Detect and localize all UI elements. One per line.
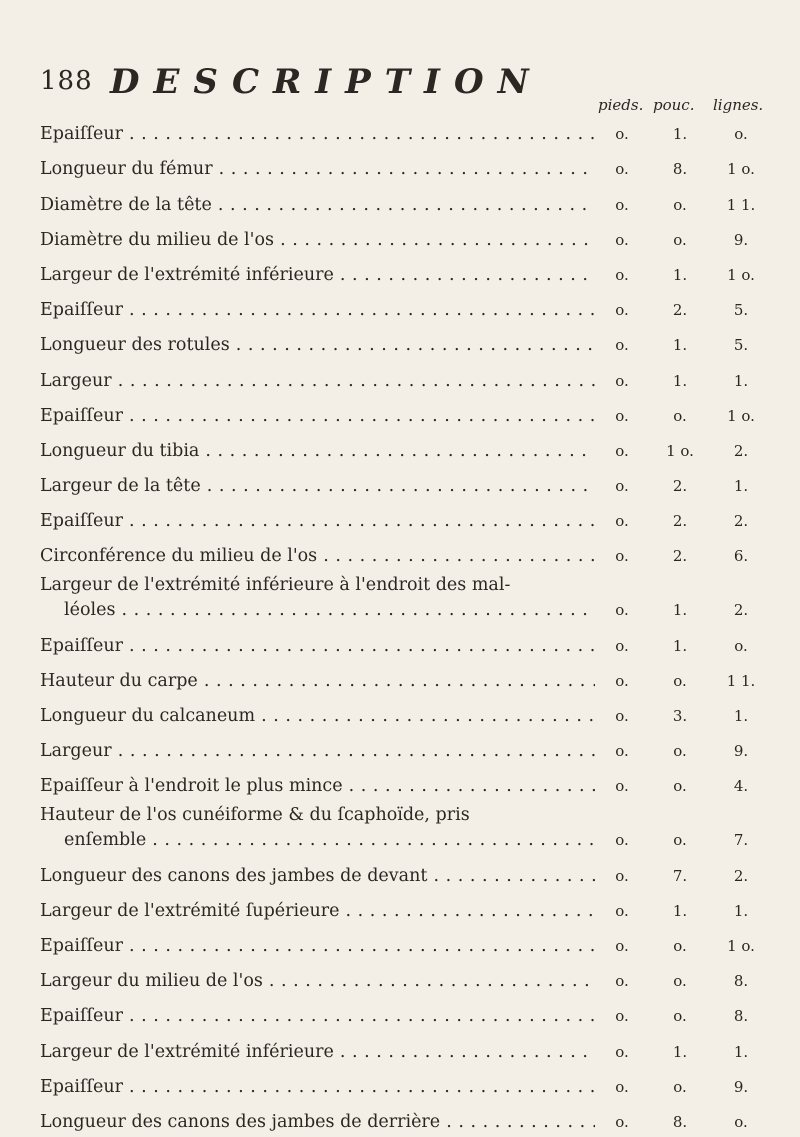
table-row xyxy=(40,290,760,325)
row-label: Epaiſſeur . . . xyxy=(40,295,595,325)
value-pouc: 2. xyxy=(672,547,688,566)
value-lignes: 5. xyxy=(733,336,749,355)
value-lignes: 9. xyxy=(733,230,749,249)
value-pouc: 8. xyxy=(672,1112,688,1131)
row-label: Hauteur de l'os cunéiforme & du ſcaphoïde, pris xyxy=(40,805,470,826)
table-row xyxy=(40,766,760,801)
value-pouc: o. xyxy=(673,406,687,425)
value-lignes: 1. xyxy=(733,1042,749,1061)
value-lignes: 1. xyxy=(733,371,749,390)
row-label: Epaiſſeur . . . xyxy=(40,631,595,661)
table-row xyxy=(40,536,760,571)
table-row xyxy=(40,431,760,466)
column-header-pieds: pieds. xyxy=(598,96,644,114)
row-label: Epaiſſeur . . . xyxy=(40,401,595,431)
value-pieds: o. xyxy=(615,265,629,284)
row-label: Largeur du milieu de l'os . . . xyxy=(40,966,595,996)
value-pieds: o. xyxy=(615,1042,629,1061)
table-row xyxy=(40,220,760,255)
table-row xyxy=(40,1031,760,1066)
table-row xyxy=(40,255,760,290)
page-number: 188 xyxy=(40,66,93,96)
measurement-table xyxy=(40,114,760,1137)
value-lignes: 1 o. xyxy=(727,265,755,284)
value-pouc: o. xyxy=(673,936,687,955)
value-pieds: o. xyxy=(615,831,629,850)
value-lignes: 1 o. xyxy=(727,406,755,425)
table-row xyxy=(40,996,760,1031)
row-label: Epaiſſeur . . . xyxy=(40,931,595,961)
value-pieds: o. xyxy=(615,512,629,531)
row-label: Longueur du calcaneum . . . xyxy=(40,701,595,731)
table-row xyxy=(40,360,760,395)
value-pouc: o. xyxy=(673,195,687,214)
value-lignes: 1. xyxy=(733,707,749,725)
row-label: Longueur des canons des jambes de devant . . . xyxy=(40,861,595,891)
table-row xyxy=(40,571,760,625)
table-row xyxy=(40,114,760,149)
row-label-continuation: enſemble . . . xyxy=(64,825,595,855)
value-pieds: o. xyxy=(615,230,629,249)
table-row xyxy=(40,891,760,926)
table-row xyxy=(40,1102,760,1137)
value-pieds: o. xyxy=(615,636,629,655)
row-label: Largeur . . . xyxy=(40,736,595,766)
value-pieds: o. xyxy=(615,301,629,320)
value-pieds: o. xyxy=(615,866,629,885)
value-pieds: o. xyxy=(615,901,629,920)
value-pouc: 1 o. xyxy=(666,441,694,460)
value-lignes: 2. xyxy=(733,441,749,460)
column-header-pouc: pouc. xyxy=(653,96,695,114)
value-pieds: o. xyxy=(615,547,629,566)
row-label: Largeur . . . xyxy=(40,366,595,396)
value-pouc: 1. xyxy=(672,636,688,655)
value-pouc: 2. xyxy=(672,301,688,320)
value-pouc: 1. xyxy=(672,601,688,620)
value-lignes: 2. xyxy=(733,866,749,885)
value-pouc: o. xyxy=(673,972,687,991)
value-lignes: 1 o. xyxy=(727,160,755,179)
value-pieds: o. xyxy=(615,160,629,179)
value-lignes: 6. xyxy=(733,547,749,566)
value-lignes: 1 1. xyxy=(726,671,756,690)
value-lignes: 2. xyxy=(733,512,749,531)
row-label: Epaiſſeur . . . xyxy=(40,506,595,536)
value-pieds: o. xyxy=(615,972,629,991)
row-label: Circonférence du milieu de l'os . . . xyxy=(40,541,595,571)
value-pieds: o. xyxy=(615,1007,629,1026)
row-label: Largeur de l'extrémité inférieure à l'endroit des mal- xyxy=(40,575,511,596)
value-pouc: 1. xyxy=(672,125,688,144)
value-pouc: 8. xyxy=(672,160,688,179)
value-lignes: 9. xyxy=(733,1077,749,1096)
row-label: Diamètre de la tête . . . xyxy=(40,190,595,220)
row-label: Largeur de l'extrémité inférieure . . . xyxy=(40,260,595,290)
value-pouc: o. xyxy=(673,831,687,850)
value-pouc: 1. xyxy=(672,901,688,920)
row-label: Epaiſſeur . . . xyxy=(40,1001,595,1031)
value-pieds: o. xyxy=(615,406,629,425)
running-title: DESCRIPTION xyxy=(110,62,543,102)
value-pieds: o. xyxy=(615,936,629,955)
column-header-lignes: lignes. xyxy=(713,96,764,114)
value-lignes: 1 o. xyxy=(727,936,755,955)
value-pieds: o. xyxy=(615,707,629,725)
row-label: Longueur du fémur . . . xyxy=(40,154,595,184)
value-pieds: o. xyxy=(615,671,629,690)
row-label: Epaiſſeur . . . xyxy=(40,119,595,149)
value-pouc: o. xyxy=(673,1007,687,1026)
table-row xyxy=(40,325,760,360)
value-lignes: 8. xyxy=(733,1007,749,1026)
table-row xyxy=(40,926,760,961)
table-row xyxy=(40,731,760,766)
value-pouc: o. xyxy=(673,1077,687,1096)
row-label: Diamètre du milieu de l'os . . . xyxy=(40,225,595,255)
value-pieds: o. xyxy=(615,195,629,214)
table-row xyxy=(40,625,760,660)
table-row xyxy=(40,466,760,501)
value-pieds: o. xyxy=(615,1112,629,1131)
table-row xyxy=(40,961,760,996)
value-pouc: 1. xyxy=(672,1042,688,1061)
row-label: Hauteur du carpe . . . xyxy=(40,666,595,696)
row-label: Longueur du tibia . . . xyxy=(40,436,595,466)
row-label: Longueur des canons des jambes de derrière . . . xyxy=(40,1107,595,1137)
row-label: Largeur de l'extrémité ſupérieure . . . xyxy=(40,896,595,926)
value-lignes: o. xyxy=(734,1112,748,1131)
value-pieds: o. xyxy=(615,477,629,496)
value-pieds: o. xyxy=(615,371,629,390)
value-pieds: o. xyxy=(615,1077,629,1096)
value-lignes: o. xyxy=(734,636,748,655)
value-lignes: 9. xyxy=(733,742,749,761)
table-row xyxy=(40,801,760,855)
value-pieds: o. xyxy=(615,777,629,796)
value-lignes: 7. xyxy=(733,831,749,850)
value-lignes: 2. xyxy=(733,601,749,620)
value-pieds: o. xyxy=(615,742,629,761)
value-pouc: 1. xyxy=(672,371,688,390)
row-label: Longueur des rotules . . . xyxy=(40,330,595,360)
value-pouc: o. xyxy=(673,671,687,690)
value-lignes: 1. xyxy=(733,477,749,496)
row-label: Largeur de la tête . . . xyxy=(40,471,595,501)
value-pouc: o. xyxy=(673,230,687,249)
table-row xyxy=(40,396,760,431)
value-pouc: o. xyxy=(673,742,687,761)
row-label-continuation: léoles . . . xyxy=(64,595,595,625)
table-row xyxy=(40,661,760,696)
value-lignes: 8. xyxy=(733,972,749,991)
value-pouc: 3. xyxy=(672,707,688,725)
row-label: Epaiſſeur à l'endroit le plus mince . . . xyxy=(40,771,595,801)
value-lignes: 1 1. xyxy=(726,195,756,214)
value-pieds: o. xyxy=(615,601,629,620)
value-lignes: 5. xyxy=(733,301,749,320)
table-row xyxy=(40,855,760,890)
value-pouc: 7. xyxy=(672,866,688,885)
table-row xyxy=(40,149,760,184)
value-pieds: o. xyxy=(615,125,629,144)
value-lignes: 4. xyxy=(733,777,749,796)
value-pouc: 2. xyxy=(672,477,688,496)
value-pouc: 1. xyxy=(672,265,688,284)
value-pieds: o. xyxy=(615,441,629,460)
row-label: Epaiſſeur . . . xyxy=(40,1072,595,1102)
value-lignes: o. xyxy=(734,125,748,144)
table-row xyxy=(40,184,760,219)
table-row xyxy=(40,696,760,731)
value-lignes: 1. xyxy=(733,901,749,920)
value-pouc: 1. xyxy=(672,336,688,355)
table-row xyxy=(40,1067,760,1102)
value-pieds: o. xyxy=(615,336,629,355)
row-label: Largeur de l'extrémité inférieure . . . xyxy=(40,1037,595,1067)
value-pouc: o. xyxy=(673,777,687,796)
table-row xyxy=(40,501,760,536)
value-pouc: 2. xyxy=(672,512,688,531)
